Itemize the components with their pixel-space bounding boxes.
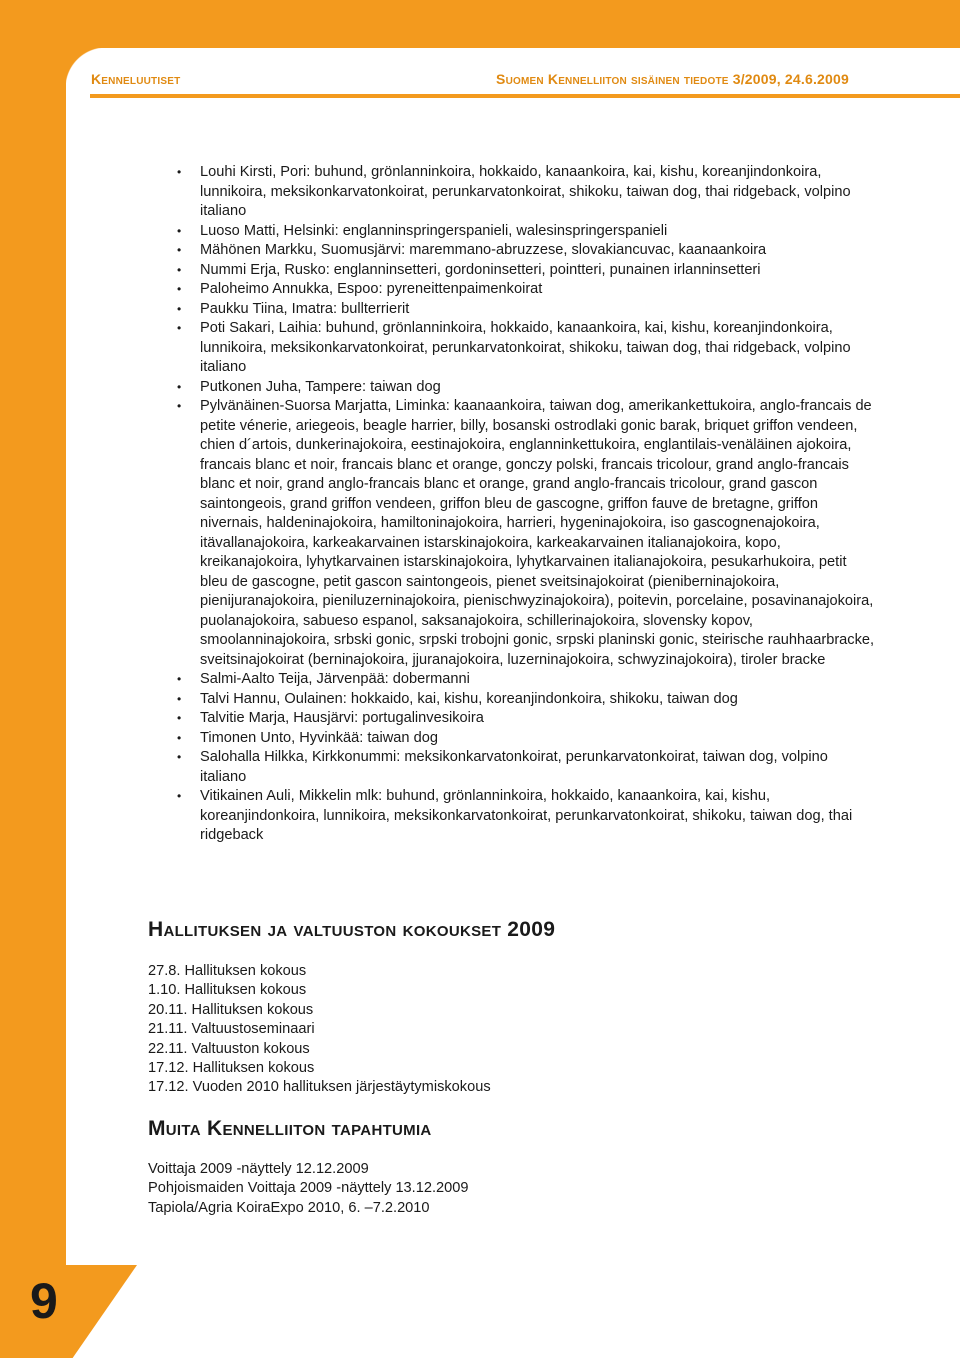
list-item: [175, 163, 875, 222]
bullet-icon: •: [177, 301, 182, 316]
judge-entry: Salmi-Aalto Teija, Järvenpää: dobermanni: [200, 671, 470, 687]
list-item: 21.11. Valtuustoseminaari: [148, 1021, 315, 1038]
list-item: [175, 670, 875, 690]
list-item: [175, 261, 875, 281]
bullet-icon: •: [177, 750, 182, 764]
bullet-icon: •: [177, 691, 182, 706]
judge-entry: Pylvänäinen-Suorsa Marjatta, Liminka: kaanaankoira, taiwan dog, amerikankettukoira, anglo-francais de petite vénerie, ariegeois, beagle harrier, billy, bosanski ostrodlaki gonic barak, briquet griffon vendeen, chien d´artois, dunkerinajokoira, eestinajokoira, englanninkettukoira, englantilais-venäläinen ajokoira, francais blanc et noir, francais blanc et orange, gonczy polski, francais tricolour, grand anglo-francais blanc et noir, grand anglo-francais blanc et orange, grand anglo-francais tricolour, grand gascon saintongeois, grand griffon vendeen, griffon bleu de gascogne, griffon fauve de bretagne, griffon nivernais, haldeninajokoira, hamiltoninajokoira, harrieri, hygeninajokoira, iso gascognenajokoira, itävallanajokoira, karkeakarvainen istarskinajokoira, karkeakarvainen italianajokoira, kopo, kreikanajokoira, lyhytkarvainen istarskinajokoira, lyhytkarvainen italianajokoira, pesukarhukoira, petit bleu de gascogne, petit gascon saintongeois, pienet sveitsinajokoirat (pieniberninajokoira, pienijuranajokoira, pieniluzerninajokoira, pienischwyzinajokoira), poitevin, porcelaine, posavinanajokoira, puolanajokoira, sabueso espanol, saksanajokoira, schillerinajokoira, slovensky kopov, smoolanninajokoira, srbski gonic, srpski trobojni gonic, srpski planinski gonic, steirische rauhhaarbracke, sveitsinajokoirat (berninajokoira, jjuranajokoira, luzerninajokoira, schwyzinajokoira), tiroler bracke: [200, 398, 875, 668]
judge-entry: Poti Sakari, Laihia: buhund, grönlanninkoira, hokkaido, kanaankoira, kai, kishu, koreanjindonkoira, lunnikoira, meksikonkarvatonkoirat, perunkarvatonkoirat, shikoku, taiwan dog, thai ridgeback, volpino italiano: [200, 320, 851, 375]
bullet-icon: •: [177, 282, 182, 296]
judge-entry: Putkonen Juha, Tampere: taiwan dog: [200, 378, 441, 395]
bullet-icon: •: [177, 223, 182, 238]
judge-entry: Nummi Erja, Rusko: englanninsetteri, gordoninsetteri, pointteri, punainen irlanninsetteri: [200, 261, 761, 278]
header-divider: [90, 94, 960, 98]
judge-entry: Paukku Tiina, Imatra: bullterrierit: [200, 300, 410, 317]
judge-entry: Mähönen Markku, Suomusjärvi: maremmano-abruzzese, slovakiancuvac, kaanaankoira: [200, 242, 767, 258]
page-number-tab: [0, 1265, 137, 1358]
list-item: [175, 280, 875, 300]
header-section-title: Kenneluutiset: [91, 71, 181, 87]
list-item: 1.10. Hallituksen kokous: [148, 982, 307, 999]
judges-list: [175, 163, 875, 846]
list-item: [175, 397, 875, 670]
judge-entry: Talvi Hannu, Oulainen: hokkaido, kai, kishu, koreanjindonkoira, shikoku, taiwan dog: [200, 690, 738, 707]
judge-entry: Louhi Kirsti, Pori: buhund, grönlanninkoira, hokkaido, kanaankoira, kai, kishu, koreanjindonkoira, lunnikoira, meksikonkarvatonkoirat, perunkarvatonkoirat, shikoku, taiwan dog, thai ridgeback, volpino italiano: [200, 164, 851, 219]
list-item: [175, 748, 875, 787]
page-number: 9: [30, 1273, 58, 1329]
list-item: [175, 300, 875, 320]
judge-entry: Talvitie Marja, Hausjärvi: portugalinvesikoira: [200, 710, 484, 726]
bullet-icon: •: [177, 321, 182, 335]
bullet-icon: •: [177, 379, 182, 394]
meetings-heading: Hallituksen ja valtuuston kokoukset 2009: [148, 918, 556, 941]
top-orange-bar: [66, 0, 960, 48]
list-item: [175, 222, 875, 242]
list-item: 27.8. Hallituksen kokous: [148, 963, 307, 979]
list-item: 17.12. Hallituksen kokous: [148, 1060, 315, 1077]
list-item: Pohjoismaiden Voittaja 2009 -näyttely 13.12.2009: [148, 1180, 469, 1197]
bullet-icon: •: [177, 789, 182, 803]
list-item: [175, 709, 875, 729]
bullet-icon: •: [177, 711, 182, 725]
events-list: [148, 1160, 468, 1218]
bullet-icon: •: [177, 730, 182, 745]
list-item: 20.11. Hallituksen kokous: [148, 1001, 314, 1018]
list-item: [175, 319, 875, 378]
list-item: 17.12. Vuoden 2010 hallituksen järjestäytymiskokous: [148, 1079, 491, 1096]
left-orange-bar: [0, 0, 66, 1358]
bullet-icon: •: [177, 165, 182, 179]
judge-entry: Vitikainen Auli, Mikkelin mlk: buhund, grönlanninkoira, hokkaido, kanaankoira, kai, kishu, koreanjindonkoira, lunnikoira, meksikonkarvatonkoirat, perunkarvatonkoirat, shikoku, taiwan dog, thai ridgeback: [200, 788, 853, 843]
judges-list-container: [175, 163, 875, 846]
list-item: Voittaja 2009 -näyttely 12.12.2009: [148, 1161, 369, 1177]
meetings-list: [148, 962, 491, 1098]
judge-entry: Paloheimo Annukka, Espoo: pyreneittenpaimenkoirat: [200, 281, 543, 297]
bullet-icon: •: [177, 243, 182, 257]
bullet-icon: •: [177, 399, 182, 413]
list-item: [175, 787, 875, 846]
judge-entry: Salohalla Hilkka, Kirkkonummi: meksikonkarvatonkoirat, perunkarvatonkoirat, taiwan dog, volpino italiano: [200, 749, 828, 785]
list-item: Tapiola/Agria KoiraExpo 2010, 6. –7.2.2010: [148, 1199, 430, 1216]
list-item: [175, 729, 875, 749]
events-heading: Muita Kennelliiton tapahtumia: [148, 1117, 432, 1140]
judge-entry: Timonen Unto, Hyvinkää: taiwan dog: [200, 729, 438, 746]
header-publication-info: Suomen Kennelliiton sisäinen tiedote 3/2009, 24.6.2009: [496, 71, 849, 87]
list-item: [175, 241, 875, 261]
bullet-icon: •: [177, 262, 182, 277]
judge-entry: Luoso Matti, Helsinki: englanninspringerspanieli, walesinspringerspanieli: [200, 222, 668, 239]
bullet-icon: •: [177, 672, 182, 686]
list-item: [175, 378, 875, 398]
list-item: [175, 690, 875, 710]
list-item: 22.11. Valtuuston kokous: [148, 1040, 310, 1057]
